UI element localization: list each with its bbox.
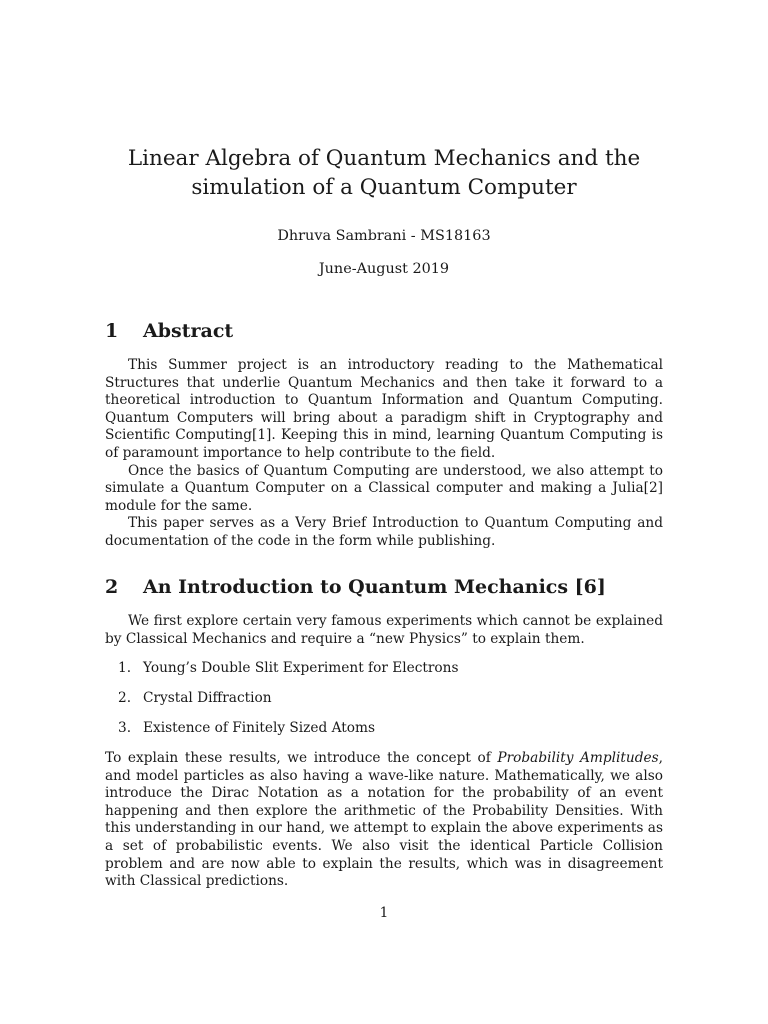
list-marker: 2. xyxy=(118,690,132,706)
section-number: 1 xyxy=(105,320,119,342)
list-marker: 1. xyxy=(118,660,132,676)
list-item xyxy=(118,720,375,738)
introduction-intro xyxy=(105,613,663,648)
abstract-paragraph-3: This paper serves as a Very Brief Introduction to Quantum Computing and documentation of the code in the form while publishing. xyxy=(105,515,663,549)
abstract-paragraph-1: This Summer project is an introductory reading to the Mathematical Structures that underlie Quantum Mechanics and then take it forward to a theoretical introduction to Quantum Information and Quantum Computing. Quantum Computers will bring about a paradigm shift in Cryptography and Scientific Computing[1]. Keeping this in mind, learning Quantum Computing is of paramount importance to help contribute to the field. xyxy=(105,357,663,461)
abstract-body xyxy=(105,357,663,551)
section-heading-introduction xyxy=(105,574,663,600)
list-item-text: Existence of Finitely Sized Atoms xyxy=(143,720,375,736)
list-item-text: Crystal Diffraction xyxy=(143,690,272,706)
section-title: An Introduction to Quantum Mechanics [6] xyxy=(143,576,606,598)
list-item xyxy=(118,690,272,708)
page-number: 1 xyxy=(379,905,389,921)
author-line: Dhruva Sambrani - MS18163 xyxy=(277,228,491,244)
title-line-2: simulation of a Quantum Computer xyxy=(191,175,577,200)
closing-text-after: , and model particles as also having a wave-like nature. Mathematically, we also introduce the Dirac Notation as a notation for the probability of an event happening and then explore the arithmetic of the Probability Densities. With this understanding in our hand, we attempt to explain the above experiments as a set of probabilistic events. We also visit the identical Particle Collision problem and are now able to explain the results, which was in disagreement with Classical predictions. xyxy=(105,750,663,890)
title-line-1: Linear Algebra of Quantum Mechanics and the xyxy=(127,146,641,171)
abstract-paragraph-2: Once the basics of Quantum Computing are understood, we also attempt to simulate a Quantum Computer on a Classical computer and making a Julia[2] module for the same. xyxy=(105,462,663,514)
introduction-paragraph: We first explore certain very famous experiments which cannot be explained by Classical Mechanics and require a “new Physics” to explain them. xyxy=(105,613,663,647)
introduction-closing xyxy=(105,750,663,891)
list-marker: 3. xyxy=(118,720,132,736)
list-item xyxy=(118,660,459,678)
section-number: 2 xyxy=(105,576,119,598)
closing-text-before: To explain these results, we introduce the concept of xyxy=(105,750,498,766)
emphasis-probability-amplitudes: Probability Amplitudes xyxy=(497,750,659,766)
paper-title xyxy=(84,144,684,202)
section-heading-abstract xyxy=(105,318,663,344)
section-title: Abstract xyxy=(143,320,234,342)
closing-paragraph xyxy=(105,750,663,891)
list-item-text: Young’s Double Slit Experiment for Electrons xyxy=(143,660,459,676)
date-line: June-August 2019 xyxy=(318,261,450,277)
